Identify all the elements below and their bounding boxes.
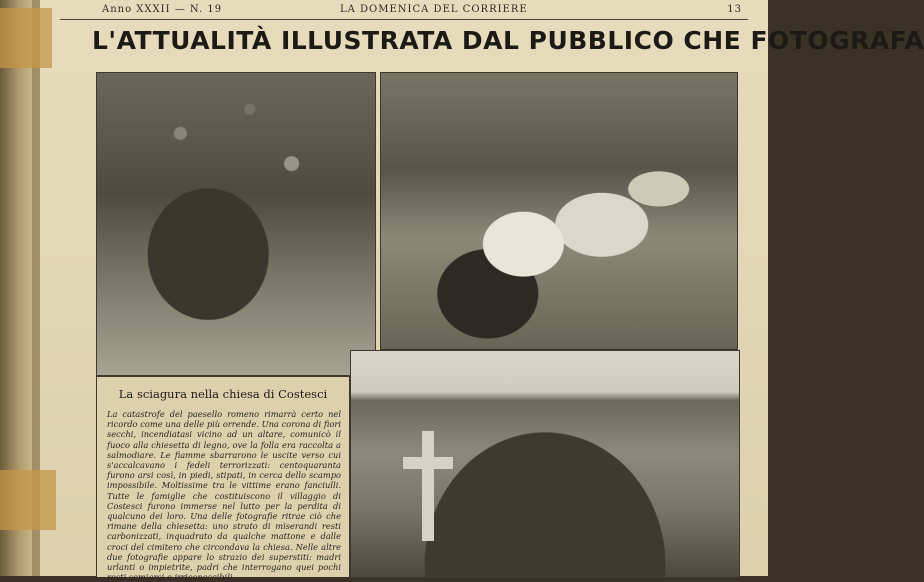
page-header: [60, 4, 748, 20]
page-number: 13: [727, 4, 742, 15]
masthead: LA DOMENICA DEL CORRIERE: [340, 4, 528, 15]
issue-number: Anno XXXII — N. 19: [102, 4, 223, 15]
page-title: L'ATTUALITÀ ILLUSTRATA DAL PUBBLICO CHE FOTOGRAFA: [92, 26, 924, 55]
article-box: [96, 376, 350, 582]
tape-strip-top: [0, 8, 52, 68]
photo-crowd-mourners: [96, 72, 376, 376]
tape-strip-bottom: [0, 470, 56, 530]
photo-covered-victims: [380, 72, 738, 350]
header-rule: [60, 19, 748, 20]
article-title: La sciagura nella chiesa di Costesci: [118, 387, 328, 401]
photo-burned-church-site: [350, 350, 740, 578]
cemetery-cross: [403, 431, 453, 541]
article-body: La catastrofe del paesello romeno rimarrà certo nel ricordo come una delle più orrende. Una corona di fiori secchi, incendiatasi vicino ad un altare, comunicò il fuoco alla chiesetta di legno, ove la folla era raccolta a salmodiare. Le fiamme sbarrarono le uscite verso cui s'accalcavano i fedeli terrorizzati: centoquaranta furono arsi così, in piedi, stipati, in cerca dello scampo impossibile. Moltissime tra le vittime erano fanciulli. Tutte le famiglie che costituiscono il villaggio di Costesci furono immerse nel lutto per la perdita di qualcuno dei loro. Una delle fotografie ritrae ciò che rimane della chiesetta: uno strato di miserandi resti carbonizzati, inquadrato da qualche mattone e dalle croci del cimitero che circondava la chiesa. Nelle altre due fotografie appare lo strazio dei superstiti: madri urlanti o impietrite, padri che interrogano quei pochi resti semiarsi e irriconoscibili.: [107, 409, 341, 582]
